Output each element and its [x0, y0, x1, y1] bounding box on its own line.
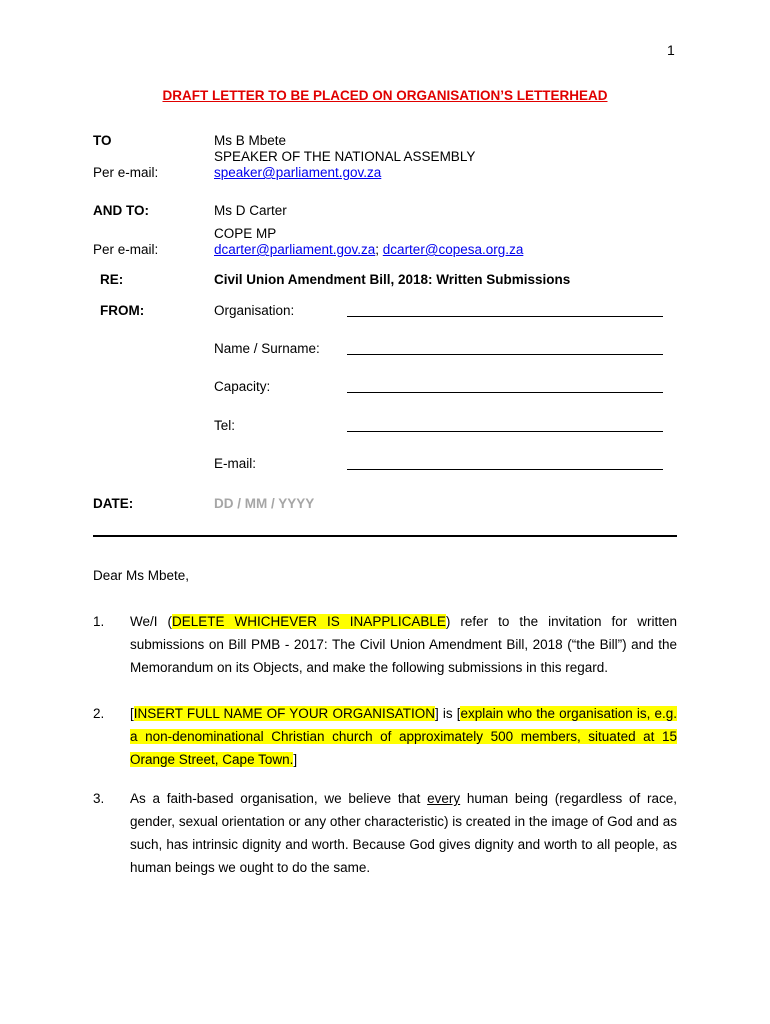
separator-rule	[93, 535, 677, 537]
paragraph-2-number: 2.	[93, 706, 105, 721]
field-label-capacity: Capacity:	[214, 379, 271, 394]
paragraph-1-number: 1.	[93, 614, 105, 629]
paragraph-2	[130, 702, 677, 771]
field-label-organisation: Organisation:	[214, 303, 295, 318]
page-number: 1	[667, 42, 675, 58]
to-name: Ms B Mbete	[214, 133, 287, 148]
paragraph-1-post: ) refer to the invitation for written submissions on Bill PMB - 2017: The Civil Union Amendment Bill, 2018 (“the Bill”) and the Memorandum on its Objects, and make the following submissions in this regard.	[130, 614, 677, 675]
name-surname-input-line[interactable]	[347, 354, 663, 355]
paragraph-2-close: ]	[293, 752, 298, 767]
to-label: TO	[93, 133, 112, 148]
capacity-input-line[interactable]	[347, 392, 663, 393]
tel-input-line[interactable]	[347, 431, 663, 432]
paragraph-1	[130, 610, 677, 679]
date-placeholder[interactable]: DD / MM / YYYY	[214, 496, 315, 511]
paragraph-3-post: human being (regardless of race, gender, sexual orientation or any other characteristic) is created in the image of God and as such, has intrinsic dignity and worth. Because God gives dignity and worth to all people, as human beings we ought to do the same.	[130, 791, 677, 875]
and-to-label: AND TO:	[93, 203, 149, 218]
and-to-title: COPE MP	[214, 226, 277, 241]
paragraph-1-pre: We/I (	[130, 614, 173, 629]
to-email-link[interactable]: speaker@parliament.gov.za	[214, 165, 382, 180]
and-to-email-link-1[interactable]: dcarter@parliament.gov.za	[214, 242, 376, 257]
field-label-name-surname: Name / Surname:	[214, 341, 320, 356]
email-input-line[interactable]	[347, 469, 663, 470]
and-to-name: Ms D Carter	[214, 203, 287, 218]
paragraph-2-highlight-2: explain who the organisation is, e.g. a non-denominational Christian church of approximately 500 members, situated at 15 Orange Street, Cape Town.	[130, 706, 677, 767]
paragraph-3-pre: As a faith-based organisation, we believe that	[130, 791, 428, 806]
re-subject: Civil Union Amendment Bill, 2018: Written Submissions	[214, 272, 571, 287]
paragraph-3-number: 3.	[93, 791, 105, 806]
and-to-email-link-2[interactable]: dcarter@copesa.org.za	[382, 242, 524, 257]
from-label: FROM:	[100, 303, 145, 318]
field-label-email: E-mail:	[214, 456, 257, 471]
organisation-input-line[interactable]	[347, 316, 663, 317]
email-separator: ;	[375, 242, 383, 257]
re-label: RE:	[100, 272, 124, 287]
paragraph-2-open: [	[130, 706, 134, 721]
salutation: Dear Ms Mbete,	[93, 568, 190, 583]
paragraph-2-middle: ] is [	[434, 706, 461, 721]
to-email-label: Per e-mail:	[93, 165, 159, 180]
and-to-email-label: Per e-mail:	[93, 242, 159, 257]
and-to-emails	[214, 242, 523, 258]
document-heading: DRAFT LETTER TO BE PLACED ON ORGANISATION’S LETTERHEAD	[162, 88, 608, 103]
to-title: SPEAKER OF THE NATIONAL ASSEMBLY	[214, 149, 476, 164]
date-label: DATE:	[93, 496, 134, 511]
paragraph-3	[130, 787, 677, 879]
paragraph-3-underlined: every	[427, 791, 461, 806]
field-label-tel: Tel:	[214, 418, 236, 433]
paragraph-2-highlight-1: INSERT FULL NAME OF YOUR ORGANISATION	[133, 706, 435, 721]
paragraph-1-highlight: DELETE WHICHEVER IS INAPPLICABLE	[172, 614, 446, 629]
